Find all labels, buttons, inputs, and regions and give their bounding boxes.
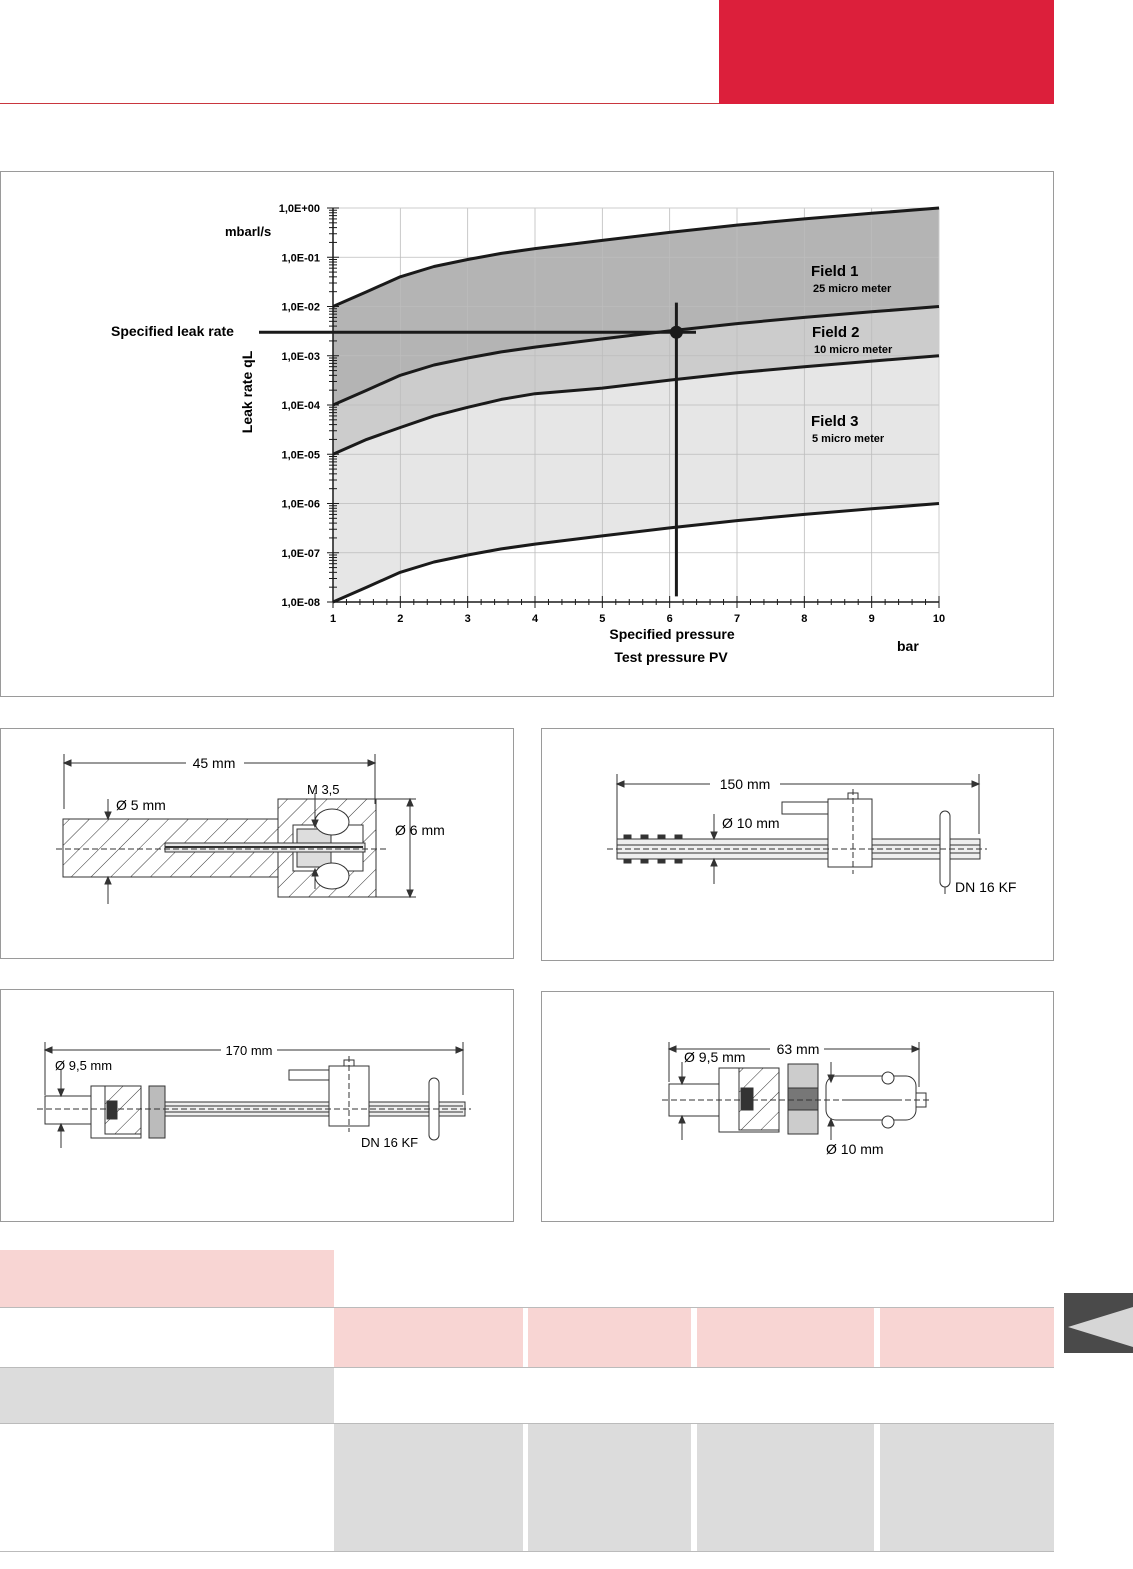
- field-1-label: Field 1: [811, 263, 859, 280]
- d1-length: 45 mm: [192, 755, 236, 771]
- y-tick-label: 1,0E-07: [281, 547, 320, 560]
- d1-inner: Ø 5 mm: [116, 797, 166, 813]
- field-2-label: Field 2: [812, 324, 860, 341]
- probe-drawing-4: [542, 992, 1053, 1221]
- drawing-panel-1: [0, 728, 514, 959]
- probe-drawing-1: [1, 729, 513, 958]
- drawing-panel-4: [541, 991, 1054, 1222]
- d2-inner: Ø 10 mm: [722, 815, 780, 831]
- table-col-head-4: [880, 1308, 1054, 1367]
- probe-drawing-2: [542, 729, 1053, 960]
- field-2-sub: 10 micro meter: [814, 344, 893, 356]
- x-axis-label-2: Test pressure PV: [614, 649, 728, 665]
- x-tick-label: 10: [932, 613, 946, 625]
- y-unit-label: mbarl/s: [225, 224, 272, 239]
- d2-length: 150 mm: [719, 776, 771, 792]
- d4-inner: Ø 9,5 mm: [684, 1049, 746, 1065]
- d2-flange: DN 16 KF: [955, 879, 1017, 895]
- x-tick-label: 5: [599, 613, 606, 625]
- table-rule: [0, 1551, 1054, 1552]
- d3-flange: DN 16 KF: [361, 1135, 419, 1150]
- y-tick-label: 1,0E-08: [281, 597, 320, 609]
- y-tick-label: 1,0E-06: [281, 498, 320, 511]
- d4-length: 63 mm: [776, 1041, 820, 1057]
- table-cell: [697, 1424, 874, 1551]
- field-3-label: Field 3: [811, 413, 859, 430]
- x-tick-label: 9: [868, 613, 875, 625]
- leak-rate-chart: [1, 172, 1053, 696]
- y-tick-label: 1,0E-02: [281, 301, 320, 314]
- table-cell: [880, 1424, 1054, 1551]
- table-cell: [334, 1424, 523, 1551]
- drawing-panel-2: [541, 728, 1054, 961]
- x-unit-label: bar: [897, 638, 919, 654]
- probe-drawing-3: [1, 990, 513, 1221]
- back-arrow-icon: [1064, 1293, 1133, 1353]
- x-tick-label: 2: [397, 613, 404, 625]
- side-tab[interactable]: [1064, 1293, 1133, 1353]
- y-tick-label: 1,0E-05: [281, 449, 320, 462]
- field-1-sub: 25 micro meter: [813, 283, 892, 295]
- table-col-head-2: [528, 1308, 691, 1367]
- x-tick-label: 7: [733, 613, 741, 625]
- table-cell: [528, 1424, 691, 1551]
- y-axis-label: Leak rate qL: [239, 350, 255, 434]
- y-tick-label: 1,0E-03: [281, 350, 320, 363]
- d1-outer: Ø 6 mm: [395, 822, 445, 838]
- y-tick-label: 1,0E-04: [281, 400, 320, 412]
- y-tick-label: 1,0E+00: [278, 203, 320, 215]
- x-tick-label: 8: [801, 613, 808, 625]
- table-col-head-1: [334, 1308, 523, 1367]
- table-row-label-1: [0, 1368, 334, 1423]
- d4-outer: Ø 10 mm: [826, 1141, 884, 1157]
- x-tick-label: 3: [464, 613, 471, 625]
- d1-thread: M 3,5: [307, 782, 340, 797]
- x-axis-label-1: Specified pressure: [609, 626, 735, 642]
- chart-panel: [0, 171, 1054, 697]
- field-3-sub: 5 micro meter: [812, 433, 885, 445]
- table-col-head-3: [697, 1308, 874, 1367]
- y-tick-label: 1,0E-01: [281, 252, 320, 265]
- header-rule: [0, 103, 719, 104]
- drawing-panel-3: [0, 989, 514, 1222]
- specified-leak-rate-label: Specified leak rate: [111, 323, 234, 339]
- table-header-cell: [0, 1250, 334, 1308]
- x-tick-label: 4: [531, 613, 539, 625]
- operating-point-marker: [670, 326, 683, 339]
- d3-inner: Ø 9,5 mm: [55, 1058, 113, 1073]
- x-tick-label: 1: [329, 613, 337, 625]
- x-tick-label: 6: [666, 613, 673, 625]
- d3-length: 170 mm: [225, 1043, 273, 1058]
- header-red-block: [719, 0, 1054, 104]
